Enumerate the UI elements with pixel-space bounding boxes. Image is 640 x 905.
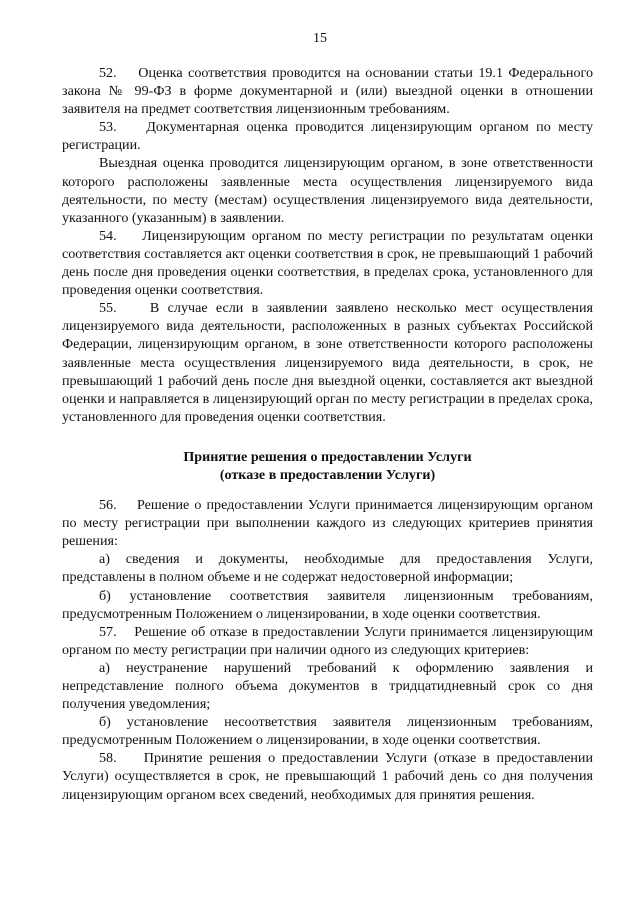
paragraph-53-site-assessment: Выездная оценка проводится лицензирующим органом, в зоне ответственности которого расположены заявленные места осуществления лицензируемого вида деятельности, по месту (местам) осуществления лицензируемого вида деятельности, указанного (указанным) в заявлении. [62,155,593,226]
section-heading [62,448,593,484]
paragraph-55: 55. В случае если в заявлении заявлено несколько мест осуществления лицензируемого вида деятельности, расположенных в разных субъектах Российской Федерации, лицензирующим органом, в зоне ответственности которого расположены заявленные места осуществления лицензируемого вида деятельности, в срок, не превышающий 1 рабочий день после дня выездной оценки, составляется акт выездной оценки и направляется в лицензирующий орган по месту регистрации в пределах срока, установленного для проведения оценки соответствия. [62,300,593,425]
paragraph-57-criterion-a: а) неустранение нарушений требований к оформлению заявления и непредставление полного объема документов в тридцатидневный срок со дня получения уведомления; [62,659,593,713]
page-number: 15 [313,31,327,46]
paragraph-57-criterion-b: б) установление несоответствия заявителя лицензионным требованиям, предусмотренным Положением о лицензировании, в ходе оценки соответствия. [62,714,593,749]
paragraph-57: 57. Решение об отказе в предоставлении Услуги принимается лицензирующим органом по месту регистрации при наличии одного из следующих критериев: [62,623,593,658]
paragraph-54: 54. Лицензирующим органом по месту регистрации по результатам оценки соответствия составляется акт оценки соответствия в срок, не превышающий 1 рабочий день после дня проведения оценки соответствия, в пределах срока, установленного для проведения оценки соответствия. [62,227,593,299]
section-heading-line-1: Принятие решения о предоставлении Услуги [183,448,472,465]
document-body [62,64,593,804]
paragraph-52: 52. Оценка соответствия проводится на основании статьи 19.1 Федерального закона № 99-ФЗ в форме документарной и (или) выездной оценки в отношении заявителя на предмет соответствия лицензионным требованиям. [62,65,593,118]
paragraph-58: 58. Принятие решения о предоставлении Услуги (отказе в предоставлении Услуги) осуществляется в срок, не превышающий 1 рабочий день со дня получения лицензирующим органом всех сведений, необходимых для принятия решения. [62,750,593,803]
section-heading-line-2: (отказе в предоставлении Услуги) [219,466,436,483]
paragraph-56-criterion-a: а) сведения и документы, необходимые для предоставления Услуги, представлены в полном объеме и не содержат недостоверной информации; [62,551,593,586]
paragraph-53: 53. Документарная оценка проводится лицензирующим органом по месту регистрации. [62,119,593,154]
paragraph-56: 56. Решение о предоставлении Услуги принимается лицензирующим органом по месту регистрации при выполнении каждого из следующих критериев принятия решения: [62,497,593,550]
paragraph-56-criterion-b: б) установление соответствия заявителя лицензионным требованиям, предусмотренным Положением о лицензировании, в ходе оценки соответствия. [62,587,593,622]
